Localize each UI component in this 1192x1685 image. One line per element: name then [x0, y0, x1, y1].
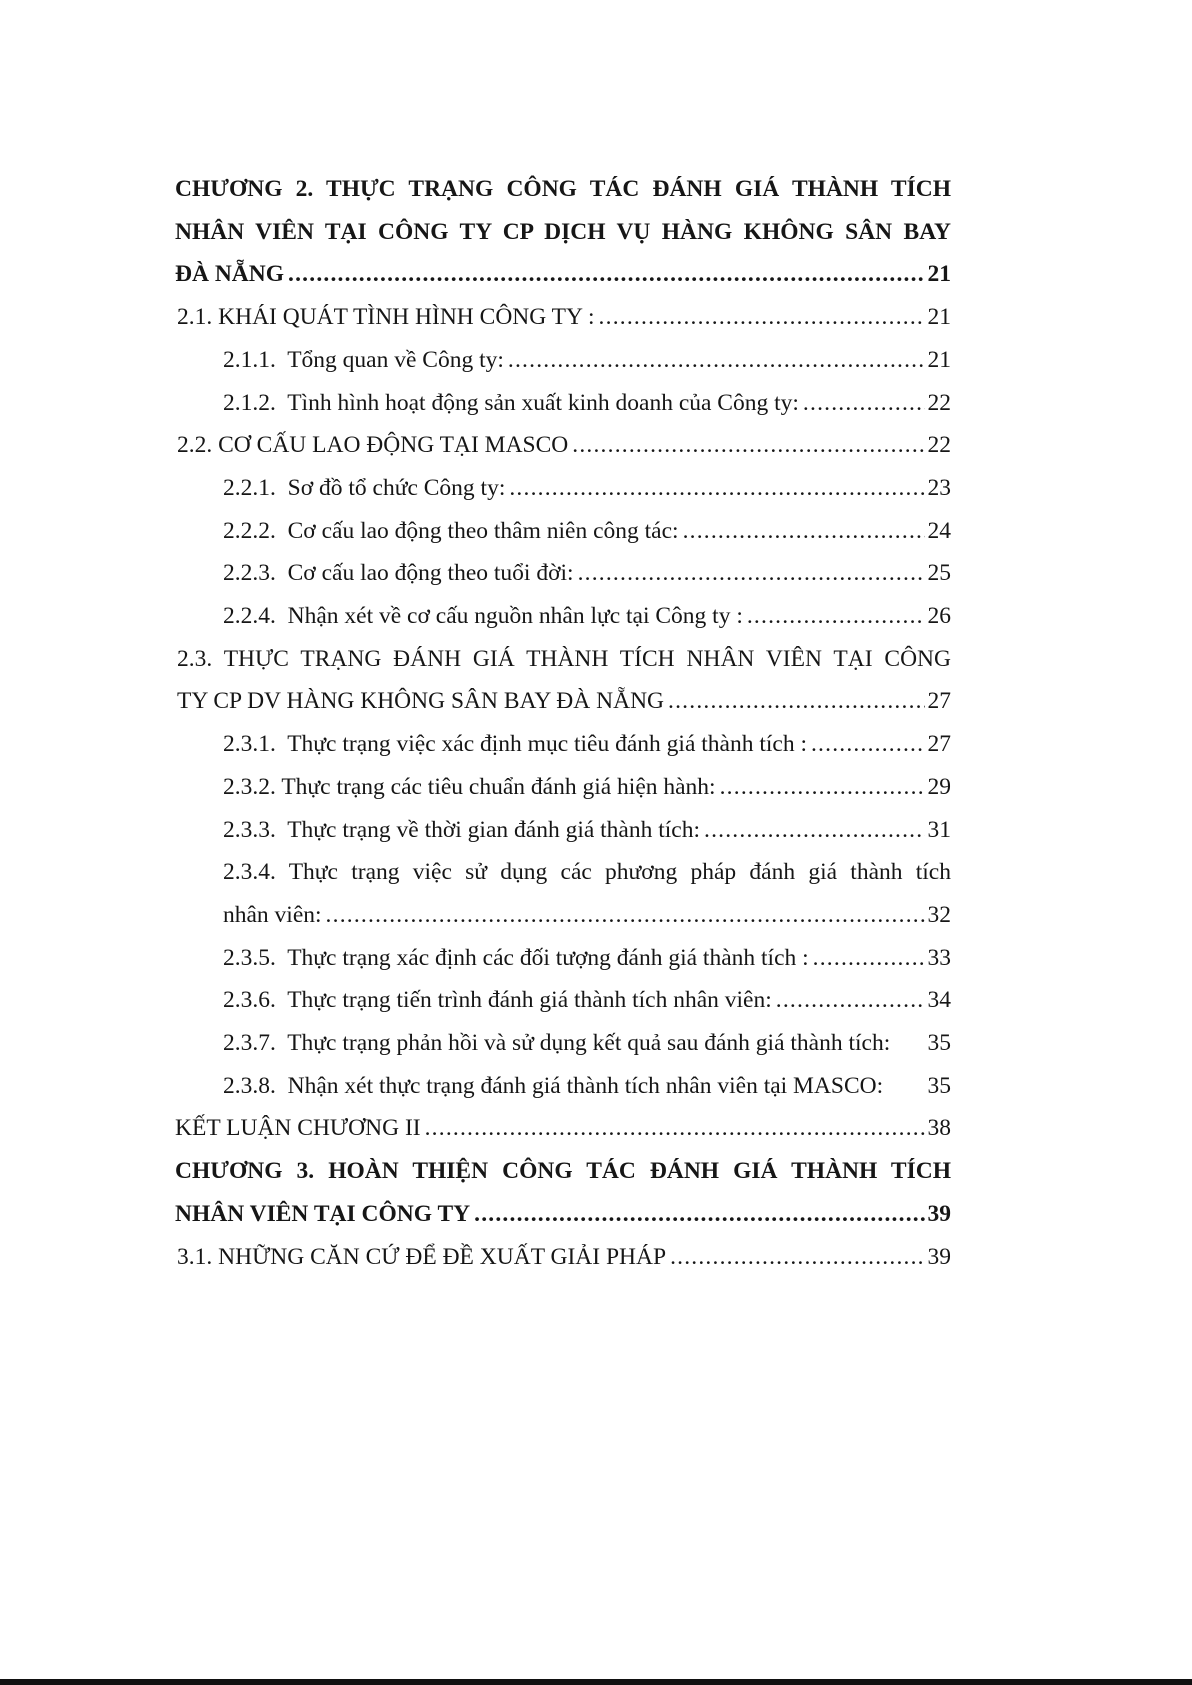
toc-entry-2-3-4[interactable]: [223, 851, 951, 936]
toc-page-number: 35: [927, 1030, 951, 1057]
dot-leader: [704, 809, 925, 852]
toc-entry-2-2-1[interactable]: [223, 467, 951, 510]
toc-entry-2-3-7[interactable]: [223, 1022, 951, 1065]
toc-page-number: 34: [927, 987, 951, 1014]
toc-entry-title: 2.2.4. Nhận xét về cơ cấu nguồn nhân lực tại Công ty :: [223, 603, 743, 630]
toc-entry-title: 2.2. CƠ CẤU LAO ĐỘNG TẠI MASCO: [177, 432, 569, 459]
toc-entry-line: NHÂN VIÊN TẠI CÔNG TY CP DỊCH VỤ HÀNG KHÔNG SÂN BAY: [175, 218, 951, 245]
toc-page-number: 26: [927, 603, 951, 630]
toc-entry-row: [177, 424, 951, 467]
toc-entry-row: [223, 723, 951, 766]
toc-entry-title: 2.3.5. Thực trạng xác định các đối tượng đánh giá thành tích :: [223, 944, 809, 971]
table-of-contents: [175, 168, 951, 1278]
toc-entry-title: 2.1.2. Tình hình hoạt động sản xuất kinh doanh của Công ty:: [223, 389, 799, 416]
toc-entry-2-2-3[interactable]: [223, 552, 951, 595]
dot-leader: [813, 937, 925, 980]
toc-page-number: 32: [927, 901, 951, 928]
toc-entry-title: 2.2.3. Cơ cấu lao động theo tuổi đời:: [223, 560, 574, 587]
toc-page-number: 38: [927, 1115, 951, 1142]
toc-entry-2-3-8[interactable]: [223, 1065, 951, 1108]
toc-entry-row: [223, 382, 951, 425]
toc-page-number: 25: [927, 560, 951, 587]
toc-entry-row: [177, 1236, 951, 1279]
toc-entry-2-3-1[interactable]: [223, 723, 951, 766]
toc-entry-2-3[interactable]: [177, 638, 951, 723]
toc-entry-2-1-1[interactable]: [223, 339, 951, 382]
toc-page-number: 27: [927, 731, 951, 758]
toc-entry-row: [223, 595, 951, 638]
toc-entry-title: 2.3.3. Thực trạng về thời gian đánh giá thành tích:: [223, 816, 700, 843]
toc-entry-2-2-2[interactable]: [223, 510, 951, 553]
dot-leader: [509, 467, 924, 510]
toc-entry-2-2-4[interactable]: [223, 595, 951, 638]
dot-leader: [668, 680, 924, 723]
dot-leader: [572, 424, 924, 467]
toc-entry-row: [175, 253, 951, 296]
toc-entry-row: [223, 467, 951, 510]
dot-leader: [474, 1193, 924, 1236]
toc-entry-row: [223, 766, 951, 809]
toc-page-number: 22: [927, 432, 951, 459]
toc-entry-title: 2.3.2. Thực trạng các tiêu chuẩn đánh giá hiện hành:: [223, 773, 716, 800]
toc-page-number: 39: [927, 1243, 951, 1270]
toc-entry-line: CHƯƠNG 3. HOÀN THIỆN CÔNG TÁC ĐÁNH GIÁ THÀNH TÍCH: [175, 1158, 951, 1185]
toc-entry-2-1[interactable]: [177, 296, 951, 339]
toc-entry-row: [223, 510, 951, 553]
toc-entry-title: 2.3.6. Thực trạng tiến trình đánh giá thành tích nhân viên:: [223, 987, 772, 1014]
toc-page-number: 23: [927, 474, 951, 501]
toc-entry-title: 3.1. NHỮNG CĂN CỨ ĐỂ ĐỀ XUẤT GIẢI PHÁP: [177, 1243, 667, 1270]
toc-entry-row: [223, 809, 951, 852]
toc-entry-title: nhân viên:: [223, 901, 322, 928]
toc-entry-row: [177, 680, 951, 723]
toc-entry-title: KẾT LUẬN CHƯƠNG II: [175, 1115, 421, 1142]
toc-entry-row: [223, 552, 951, 595]
toc-page-number: 22: [927, 389, 951, 416]
toc-page-number: 31: [927, 816, 951, 843]
toc-page-number: 21: [927, 304, 951, 331]
toc-entry-title: 2.2.2. Cơ cấu lao động theo thâm niên công tác:: [223, 517, 679, 544]
toc-entry-title: 2.1.1. Tổng quan về Công ty:: [223, 346, 504, 373]
toc-entry-title: 2.3.7. Thực trạng phản hồi và sử dụng kết quả sau đánh giá thành tích:: [223, 1030, 891, 1057]
dot-leader: [811, 723, 925, 766]
dot-leader: [326, 894, 925, 937]
toc-entry-line: 2.3.4. Thực trạng việc sử dụng các phương pháp đánh giá thành tích: [223, 859, 951, 886]
toc-page-number: 39: [927, 1200, 951, 1227]
dot-leader: [599, 296, 925, 339]
toc-page-number: 35: [927, 1072, 951, 1099]
toc-entry-row: [223, 339, 951, 382]
toc-entry-row: [175, 1107, 951, 1150]
toc-page-number: 21: [927, 261, 951, 288]
dot-leader: [720, 766, 925, 809]
dot-leader: [578, 552, 925, 595]
toc-entry-2-3-3[interactable]: [223, 809, 951, 852]
toc-entry-line: CHƯƠNG 2. THỰC TRẠNG CÔNG TÁC ĐÁNH GIÁ THÀNH TÍCH: [175, 176, 951, 202]
toc-entry-row: [223, 937, 951, 980]
toc-entry-row: [223, 1065, 951, 1108]
toc-page-number: 21: [927, 346, 951, 373]
toc-entry-row: [223, 894, 951, 937]
toc-entry-title: 2.2.1. Sơ đồ tổ chức Công ty:: [223, 474, 506, 501]
toc-entry-title: ĐÀ NẴNG: [175, 261, 285, 288]
toc-entry-row: [175, 1193, 951, 1236]
toc-entry-title: TY CP DV HÀNG KHÔNG SÂN BAY ĐÀ NẴNG: [177, 688, 665, 715]
toc-entry-ch3[interactable]: [175, 1150, 951, 1235]
bottom-edge-rule: [0, 1679, 1192, 1685]
toc-entry-title: 2.3.1. Thực trạng việc xác định mục tiêu đánh giá thành tích :: [223, 731, 807, 758]
toc-entry-2-3-2[interactable]: [223, 766, 951, 809]
dot-leader: [683, 510, 925, 553]
dot-leader: [803, 382, 925, 425]
toc-entry-title: NHÂN VIÊN TẠI CÔNG TY: [175, 1200, 471, 1227]
dot-leader: [670, 1236, 924, 1279]
dot-leader: [288, 253, 924, 296]
toc-entry-2-3-6[interactable]: [223, 979, 951, 1022]
toc-page-number: 27: [927, 688, 951, 715]
toc-page-number: 33: [927, 944, 951, 971]
toc-entry-title: 2.1. KHÁI QUÁT TÌNH HÌNH CÔNG TY :: [177, 304, 595, 331]
toc-entry-line: 2.3. THỰC TRẠNG ĐÁNH GIÁ THÀNH TÍCH NHÂN VIÊN TẠI CÔNG: [177, 645, 951, 672]
toc-entry-2-2[interactable]: [177, 424, 951, 467]
toc-entry-3-1[interactable]: [177, 1236, 951, 1279]
dot-leader: [776, 979, 925, 1022]
dot-leader: [747, 595, 925, 638]
dot-leader: [425, 1107, 925, 1150]
dot-leader: [508, 339, 925, 382]
toc-entry-kl2[interactable]: [175, 1107, 951, 1150]
toc-page-number: 24: [927, 517, 951, 544]
toc-entry-2-1-2[interactable]: [223, 382, 951, 425]
toc-entry-ch2[interactable]: [175, 168, 951, 296]
toc-entry-row: [177, 296, 951, 339]
toc-entry-row: [223, 1022, 951, 1065]
toc-entry-2-3-5[interactable]: [223, 937, 951, 980]
toc-entry-title: 2.3.8. Nhận xét thực trạng đánh giá thành tích nhân viên tại MASCO:: [223, 1072, 884, 1099]
toc-page-number: 29: [927, 773, 951, 800]
toc-entry-row: [223, 979, 951, 1022]
